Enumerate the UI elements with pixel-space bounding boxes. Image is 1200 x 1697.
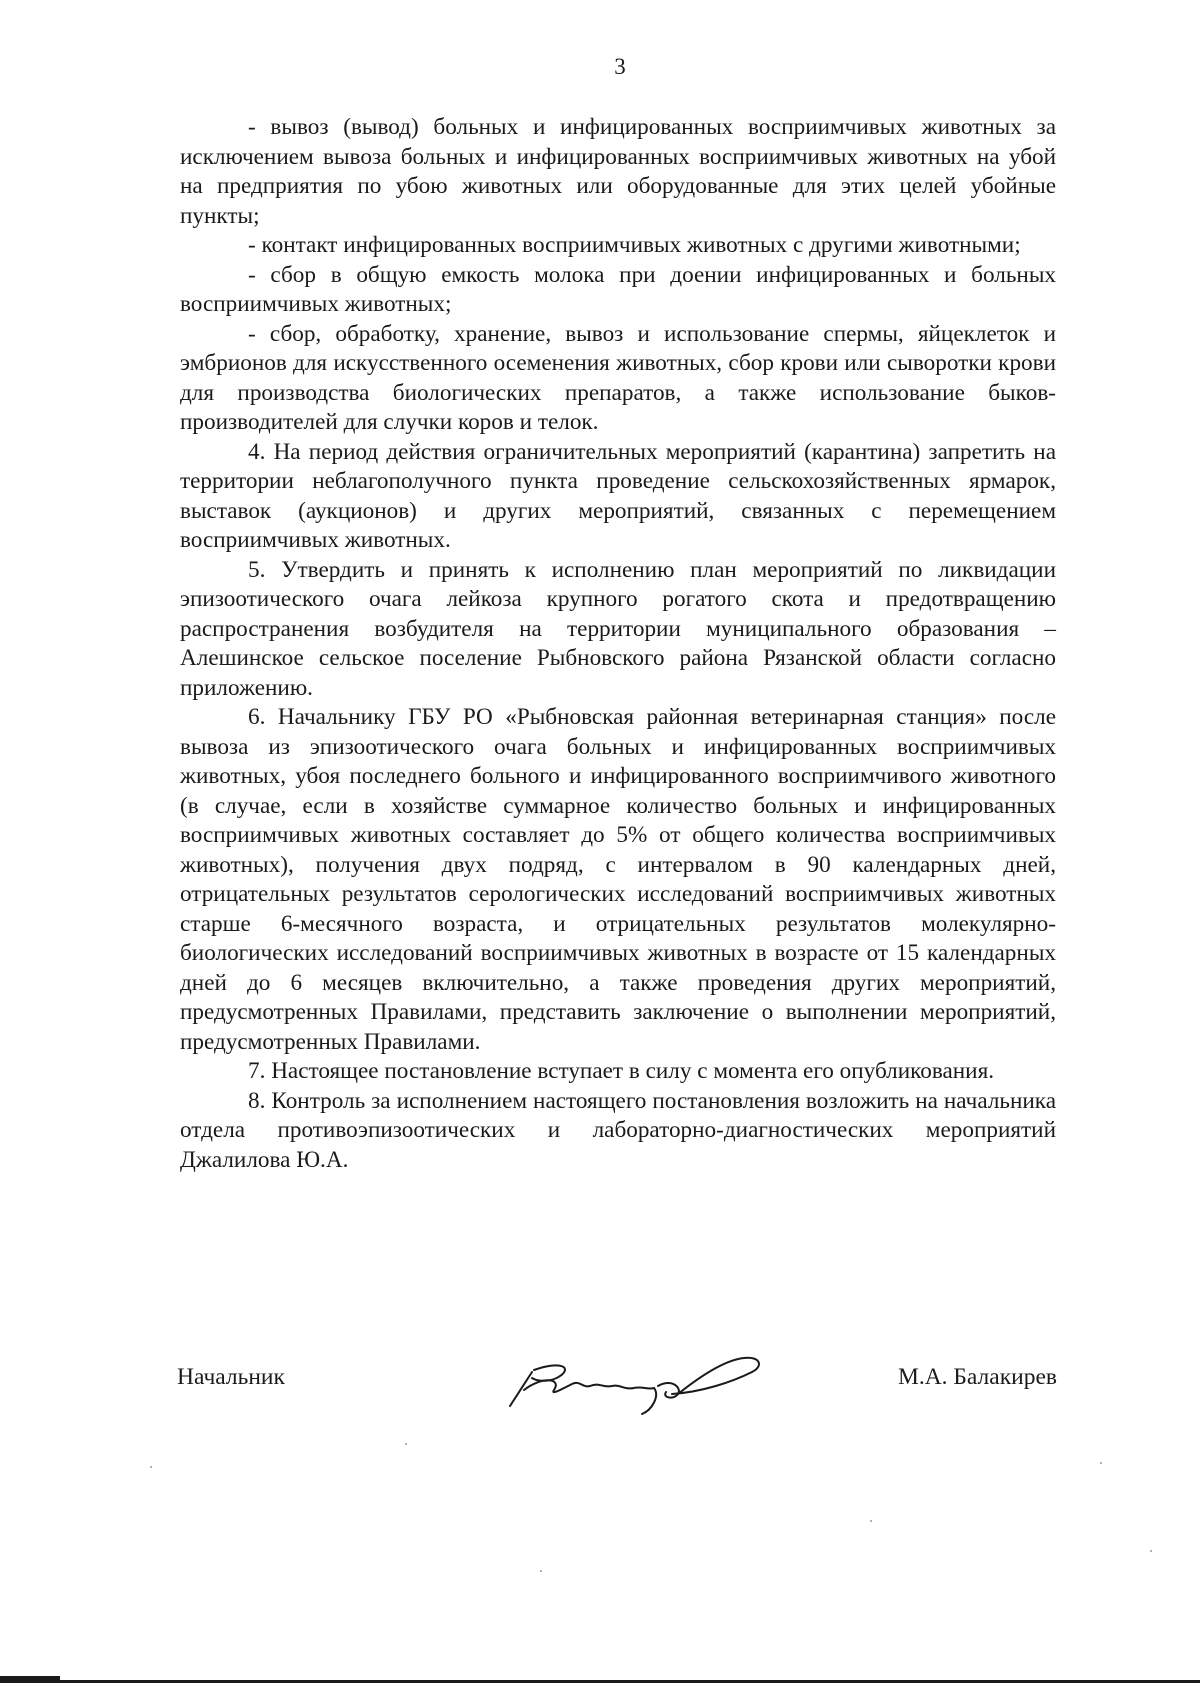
paragraph-item-8: 8. Контроль за исполнением настоящего постановления возложить на начальника отдела противоэпизоотических и лабораторно-диагностических мероприятий Джалилова Ю.А. [180,1087,1056,1173]
scan-speck [150,1466,152,1468]
paragraph-ban-removal: - вывоз (вывод) больных и инфицированных восприимчивых животных за исключением вывоза больных и инфицированных восприимчивых животных на убой на предприятия по убою животных или оборудованные для этих целей убойные пункты; [180,114,1056,229]
signatory-name: М.А. Балакирев [897,1364,1057,1390]
signatory-title: Начальник [177,1364,285,1390]
scan-edge [0,1680,1200,1683]
scan-speck [405,1443,407,1445]
paragraph-ban-milk: - сбор в общую емкость молока при доении инфицированных и больных восприимчивых животных; [180,261,1056,317]
paragraph-ban-contact: - контакт инфицированных восприимчивых животных с другими животными; [248,232,1021,258]
paragraph-item-6: 6. Начальнику ГБУ РО «Рыбновская районная ветеринарная станция» после вывоза из эпизоотического очага больных и инфицированных восприимчивых животных, убоя последнего больного и инфицированного восприимчивого животного (в случае, если в хозяйстве суммарное количество больных и инфицированных восприимчивых животных составляет до 5% от общего количества восприимчивых животных), получения двух подряд, с интервалом в 90 календарных дней, отрицательных результатов серологических исследований восприимчивых животных старше 6-месячного возраста, и отрицательных результатов молекулярно-биологических исследований восприимчивых животных в возрасте от 15 календарных дней до 6 месяцев включительно, а также проведения других мероприятий, предусмотренных Правилами, представить заключение о выполнении мероприятий, предусмотренных Правилами. [180,704,1056,1055]
paragraph-ban-semen: - сбор, обработку, хранение, вывоз и использование спермы, яйцеклеток и эмбрионов для искусственного осеменения животных, сбор крови или сыворотки крови для производства биологических препаратов, а также использование быков-производителей для случки коров и телок. [180,320,1056,435]
paragraph-item-7: 7. Настоящее постановление вступает в силу с момента его опубликования. [248,1058,995,1084]
scan-speck [540,1570,542,1572]
scan-speck [1100,1462,1102,1464]
document-body [180,113,1056,1175]
scan-speck [870,1520,872,1522]
paragraph-item-5: 5. Утвердить и принять к исполнению план мероприятий по ликвидации эпизоотического очага лейкоза крупного рогатого скота и предотвращению распространения возбудителя на территории муниципального образования – Алешинское сельское поселение Рыбновского района Рязанской области согласно приложению. [180,556,1056,701]
signature-block [177,1360,1057,1410]
page-number: 3 [614,54,626,79]
handwritten-signature [502,1348,772,1418]
scan-speck [1150,1550,1152,1552]
paragraph-item-4: 4. На период действия ограничительных мероприятий (карантина) запретить на территории неблагополучного пункта проведение сельскохозяйственных ярмарок, выставок (аукционов) и других мероприятий, связанных с перемещением восприимчивых животных. [180,438,1056,553]
